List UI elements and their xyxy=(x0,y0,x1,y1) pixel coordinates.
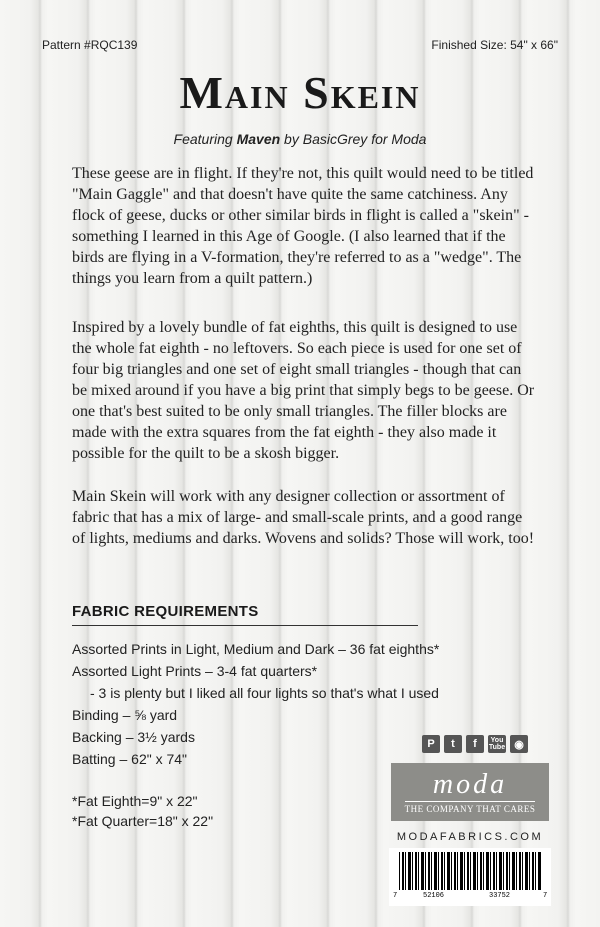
barcode-digit: 33752 xyxy=(489,892,511,900)
subtitle xyxy=(0,131,600,147)
requirements-heading: FABRIC REQUIREMENTS xyxy=(72,603,259,620)
paragraph-text: These geese are in flight. If they're not, this quilt would need to be titled "Main Gaggle" and that doesn't have quite the same catchiness. Any flock of geese, ducks or other similar birds in flight is called a "skein" - something I learned in this Age of Google. (I also learned that if the birds are flying in a V-formation, they're referred to as a "wedge". The things you learn from a quilt pattern.) xyxy=(72,165,534,287)
paragraph-1 xyxy=(72,163,538,289)
finished-size: Finished Size: 54" x 66" xyxy=(431,38,558,52)
list-item: Assorted Prints in Light, Medium and Dark – 36 fat eighths* xyxy=(72,641,440,657)
moda-logo-box xyxy=(391,763,549,821)
barcode-digit: 52106 xyxy=(423,892,445,900)
list-item: Binding – ⅝ yard xyxy=(72,707,178,723)
paragraph-2 xyxy=(72,317,538,464)
social-icons xyxy=(422,735,528,753)
moda-tagline: THE COMPANY THAT CARES xyxy=(405,801,536,814)
subtitle-suffix: by BasicGrey for Moda xyxy=(280,131,427,147)
pattern-number: Pattern #RQC139 xyxy=(42,38,138,52)
facebook-icon[interactable]: f xyxy=(466,735,484,753)
list-item: Assorted Light Prints – 3-4 fat quarters* xyxy=(72,663,318,679)
list-item: Batting – 62" x 74" xyxy=(72,751,188,767)
list-item: Backing – 3½ yards xyxy=(72,729,195,745)
page-title: Main Skein xyxy=(179,67,421,118)
paragraph-3 xyxy=(72,486,538,549)
instagram-icon[interactable]: ◉ xyxy=(510,735,528,753)
subtitle-prefix: Featuring xyxy=(173,131,237,147)
subtitle-collection: Maven xyxy=(236,131,281,147)
footnotes xyxy=(72,791,213,831)
pinterest-icon[interactable]: P xyxy=(422,735,440,753)
youtube-icon[interactable]: You Tube xyxy=(488,737,506,751)
requirements-list xyxy=(72,638,439,770)
paragraph-text: Inspired by a lovely bundle of fat eighths, this quilt is designed to use the whole fat eighth - no leftovers. So each piece is used for one set of four big triangles and one set of eight small triangles - though that can be mixed around if you have a big print that simply begs to be geese. Or one that's best suited to be only small triangles. The filler blocks are made with the extra squares from the fat eighth - they also made it possible for the quilt to be a skosh bigger. xyxy=(72,319,535,462)
footnote: *Fat Quarter=18" x 22" xyxy=(72,813,214,829)
barcode-digit: 7 xyxy=(543,892,548,900)
moda-url[interactable]: MODAFABRICS.COM xyxy=(396,831,544,843)
barcode-digit: 7 xyxy=(393,892,398,900)
moda-logo: moda xyxy=(432,768,508,800)
list-item: - 3 is plenty but I liked all four lights so that's what I used xyxy=(90,685,439,701)
barcode xyxy=(389,848,551,906)
twitter-icon[interactable]: t xyxy=(444,735,462,753)
paragraph-text: Main Skein will work with any designer collection or assortment of fabric that has a mix of large- and small-scale prints, and a good range of lights, mediums and darks. Wovens and solids? Those will work, too! xyxy=(72,488,535,547)
barcode-bars xyxy=(399,852,541,890)
requirements-divider xyxy=(72,625,418,626)
footnote: *Fat Eighth=9" x 22" xyxy=(72,793,198,809)
